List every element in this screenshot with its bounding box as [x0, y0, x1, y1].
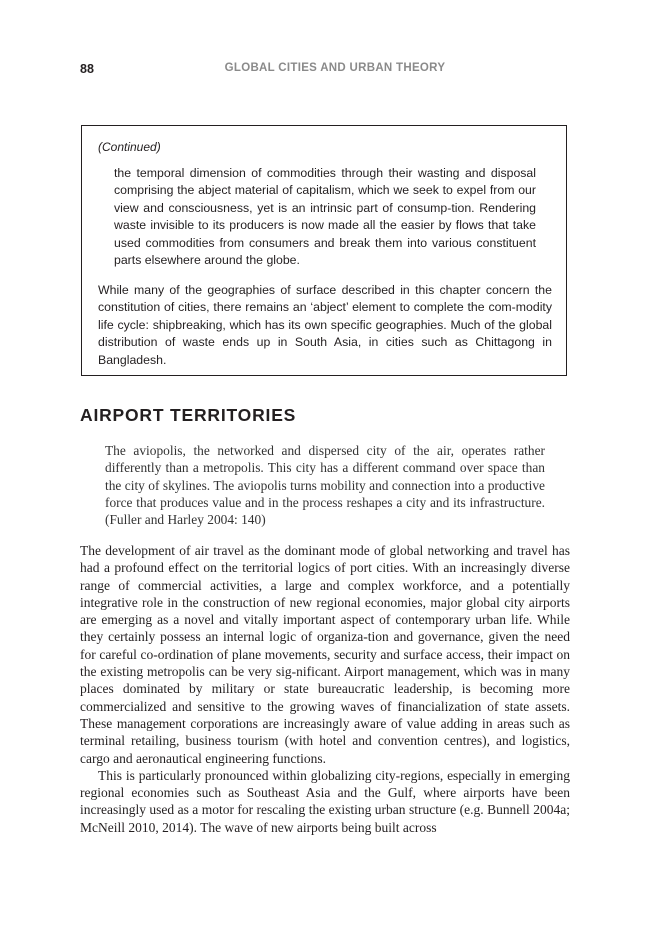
epigraph-quote: The aviopolis, the networked and dispersed city of the air, operates rather differently than a metropolis. This city has a different command over space than the city of skylines. The aviopolis turns mobility and connection into a productive force that produces value and in the process reshapes a city and its infrastructure. (Fuller and Harley 2004: 140)	[105, 443, 545, 528]
body-paragraph: The development of air travel as the dominant mode of global networking and travel has had a profound effect on the territorial logics of port cities. With an increasingly diverse range of commercial activities, a large and complex workforce, and a potentially integrative role in the construction of new regional economies, major global city airports are emerging as a novel and vitally important aspect of contemporary urban life. While they certainly possess an internal logic of organiza-tion and governance, given the need for careful co-ordination of plane movements, security and surface access, their impact on the existing metropolis can be very sig-nificant. Airport management, which was in many places dominated by military or state bureaucratic leadership, is becoming more commercialized and sensitive to the growing waves of financialization of state assets. These management corporations are increasingly aware of value adding in areas such as terminal retailing, business tourism (with hotel and convention centres), and logistics, cargo and aeronautical engineering functions.	[80, 543, 570, 766]
box-quote: the temporal dimension of commodities through their wasting and disposal comprising the abject material of capitalism, which we seek to expel from our view and consciousness, yet is an intrinsic part of consump-tion. Rendering waste invisible to its producers is now made all the easier by flows that take used commodities from consumers and break them into various constituent parts elsewhere around the globe.	[114, 166, 536, 268]
continued-box	[81, 125, 567, 376]
box-continued-label: (Continued)	[98, 140, 161, 154]
running-head	[80, 62, 570, 80]
running-title: GLOBAL CITIES AND URBAN THEORY	[224, 62, 446, 74]
section-heading: AIRPORT TERRITORIES	[80, 405, 297, 425]
body-text	[80, 542, 570, 836]
page-number: 88	[80, 62, 94, 76]
box-paragraph: While many of the geographies of surface described in this chapter concern the constitution of cities, there remains an ‘abject’ element to complete the com-modity life cycle: shipbreaking, which has its own specific geographies. Much of the global distribution of waste ends up in South Asia, in cities such as Chittagong in Bangladesh.	[98, 283, 552, 367]
body-paragraph: This is particularly pronounced within globalizing city-regions, especially in emerging regional economies such as Southeast Asia and the Gulf, where airports have been increasingly used as a motor for rescaling the existing urban structure (e.g. Bunnell 2004a; McNeill 2010, 2014). The wave of new airports being built across	[80, 767, 570, 835]
